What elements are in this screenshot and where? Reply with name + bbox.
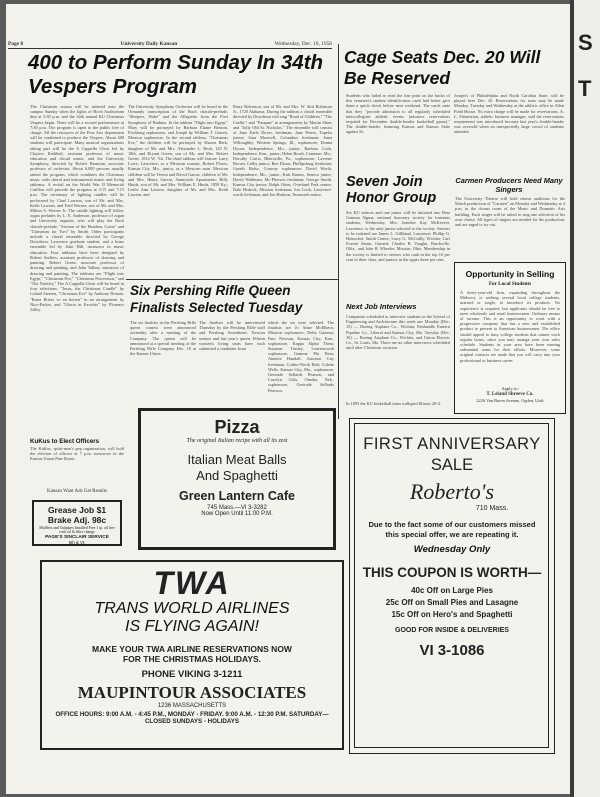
opportunity-title: Opportunity in Selling [465,269,555,279]
robertos-offer-1: 40c Off on Large Pies [411,586,493,595]
robertos-offer-3: 15c Off on Hero's and Spaghetti [391,610,513,619]
opportunity-company: T. Leland Shreeve Co. [486,392,534,397]
interviews-headline: Next Job Interviews [346,302,417,311]
opportunity-apply: Apply to: [501,386,519,391]
carmen-body: The University Theatre will hold chorus auditions for the March production of "Carmen" on Monday and Wednesday at 4 p.m. in the chorus room of the Music and Dramatic Arts building. Each singer will be asked to sing one selection of his own choice. All types of singers are needed for the production, and are urged to try out. [455,196,565,228]
column-rule [338,44,339,419]
grease-station-name: PAGE'S SINCLAIR SERVICE [45,534,109,540]
opportunity-body: A thirty-year-old firm, expanding throughout the Midwest, is seeking several local college students, married or single, to introduce its products. No experience is required, but applicants should be free to meet wholesale and retail businessmen. Ordinary means of income. This is an opportunity to work with a progressive company that has a new and established product to present to American businessmen. The office should appeal to busy college students that cannot work regular hours, since you may arrange your own sales schedule. Students in your area have been earning substantial sums for their efforts. Moreover, some original contacts are made that you will carry into your professional or business career. [460,290,560,363]
grease-line-1: Grease Job $1 [47,505,107,515]
pizza-line-1: Italian Meat Balls [187,452,287,467]
folio-rule [8,48,332,49]
rifle-col-1: The six finalists in the Pershing Rifle queen contest were announced yesterday after a meeting of the Company. The queen will be announced at a special meeting of the Pershing Rifle Company Dec. 18 at the Kansas Union. [130,320,196,357]
section-rule [126,279,338,280]
vespers-headline: 400 to Perform Sunday In 34th Vespers Program [28,51,324,98]
interviews-note: In 1893 the KU basketball team walloped Illinois 28-4. [346,401,441,406]
twa-line-2: IS FLYING AGAIN! [125,618,259,635]
twa-hours: OFFICE HOURS: 9:00 A.M. - 4:45 P.M., MONDAY - FRIDAY. 9:00 A.M. - 12:30 P.M. SATURDAY—CLOSED SUNDAYS - HOLIDAYS [55,711,329,725]
grease-address: 6th & Vt. [68,539,86,545]
folio-page: Page 8 [8,41,24,47]
robertos-ad [349,418,555,754]
kukus-body: The KuKus, spirit-men's pep organization, will hold the election of officers at 7 p.m. tomorrow in the Kansas Union Pine Room. [30,446,124,462]
twa-line-3: MAKE YOUR TWA AIRLINE RESERVATIONS NOW [92,644,292,654]
kukus-tagline: Kansan Want Ads Get Results [46,489,108,494]
rifle-col-3: which the six were selected. The finalists are Jo Anne McElhern, Mission sophomore, Delta Gamma; Pam Newson, Kansas City, Kan., sophomore, Kappa Alpha Theta; Suzanne Tinsley, Leavenworth sophomore, Gamma Phi Beta; Annette Hundall, Junction City freshman, Corbin-North Hall; Colette Wells, Kansas City, Mo., sophomore, Gertrude Sellards Pearson, and Carolyn Gish, Omaha, Neb., sophomore, Gertrude Sellards Pearson. [268,320,334,393]
robertos-paragraph: Due to the fact some of our customers missed this special offer, we are repeating it. [368,520,536,539]
grease-ad [32,500,122,546]
interviews-body: Companies scheduled to interview students in the School of Engineering and Architecture this week are: Monday (Dec. 15) — Boeing Airplane Co., Wichita; Panhandle Eastern Pipeline Co., Liberal and Kansas City, Mo. Tuesday (Dec. 16) — Boeing Airplane Co., Wichita, and Union Electric Co., St. Louis, Mo. There are no other interviews scheduled until after Christmas vacation. [346,314,450,351]
edge-letter: S [578,30,593,55]
edge-letter: T [578,76,592,101]
twa-line-1: TRANS WORLD AIRLINES [94,600,290,617]
cage-headline: Cage Seats Dec. 20 Will Be Reserved [344,47,541,88]
robertos-day: Wednesday Only [413,544,491,555]
robertos-logo: Roberto's [409,479,495,504]
opportunity-address: 2226 Van Buren Avenue, Ogden, Utah [476,398,544,403]
pizza-cafe-name: Green Lantern Cafe [178,489,295,503]
kukus-headline: KuKus to Elect Officers [30,438,100,445]
twa-ad [40,560,344,750]
robertos-coupon: THIS COUPON IS WORTH— [362,565,542,580]
robertos-good-for: GOOD FOR INSIDE & DELIVERIES [395,627,509,634]
vespers-col-2: The University Symphony Orchestra will be heard in the Ormandy transcription of the Bach chorale-prelude, "Sleepers, Wake" and the Allegretto from the First Symphony of Brahms. In the tableau "Flight into Egypt," Mary will be portrayed by Barbara Elaine Benson, Fitchburg sophomore, and Joseph by William T. Garrett, Mission sophomore. In the second tableau, "Christmas Eve," the children will be portrayed by Sharon Berk, daughter of Mr. and Mrs. Alexander L. Beck, 125 N. 18th, and Bryant Green, son of Mr. and Mrs. Robert Green, 1814 W. 7th. The third tableau will feature Larry Lowe, Lawrence, as a Mexican woman, Robert Flores, Kansas City, Mo., junior, as a Mexican man. Mexican children will be Teresa and David Garcia, children of Mr. and Mrs. Henry Garcia, Sunnyside Apartments; Billy Hinds, son of Mr. and Mrs. William E. Hinds, 1858 Ky.; Leslie Ann Lawton, daughter of Mr. and Mrs. Keith Lawton, and [128,104,228,198]
cage-col-2: Joseph's of Philadelphia and North Carolina State, will be played here Dec. 20. Reservations for seats may be made Monday, Tuesday and Wednesday at the athletic office in Allen Field House. No extra charge will be made for reservations. A. L. Fahnestion, athletic business manager, said the reservations requirement was introduced because last year's double-header was oversold when an unexpectedly large crowd of students attended. [454,93,564,135]
newspaper-page [6,4,570,794]
robertos-line-2: SALE [430,456,474,474]
pizza-subtitle: The original Italian recipe with all its zest [186,438,288,444]
honor-headline: Seven Join Honor Group [346,174,437,206]
pizza-phone: 745 Mass.—VI 3-3282 [207,505,267,511]
robertos-inner-frame [354,423,549,748]
folio-line [8,41,332,47]
opportunity-subtitle: For Local Students [488,281,532,287]
grease-body: Mufflers and Tailpipes Installed Free 1 qt. oil free with oil & filter change [39,526,115,535]
adjacent-page-edge [574,0,600,797]
grease-line-2: Brake Adj. 98c [47,515,107,525]
twa-logo: TWA [153,565,231,601]
robertos-line-1: FIRST ANNIVERSARY [363,435,541,453]
rifle-col-2: The finalists will be interviewed Thursday by the Pershing Rifle staff and Pershing Sweetheart. Newton seniors and last year's queen. Fifteen women's living units have each submitted a candidate from [199,320,265,352]
folio-date: Wednesday, Dec. 10, 1958 [274,41,332,47]
pizza-title: Pizza [214,417,260,437]
robertos-address: 710 Mass. [475,505,509,512]
opportunity-ad [454,262,566,414]
twa-agency: MAUPINTOUR ASSOCIATES [77,683,307,702]
robertos-offer-2: 25c Off on Small Pies and Lasagne [385,598,519,607]
pizza-line-2: And Spaghetti [196,468,278,483]
cage-col-1: Students who failed to read the fine print on the backs of this semester's student identification cards had better give them a quick check before next weekend. The cards state that they "provide admission to all regularly scheduled intercollegiate athletic events (advance reservations required for December double-header basketball game)." The double-header, featuring Kansas and Kansas State against St. [346,93,450,135]
folio-paper: University Daily Kansan [120,41,178,47]
pizza-ad [138,408,336,550]
robertos-phone: VI 3-1086 [419,642,485,659]
rifle-headline: Six Pershing Rifle Queen Finalists Selected Tuesday [130,283,303,315]
twa-phone: PHONE VIKING 3-1211 [141,669,243,680]
pizza-hours: Now Open Until 11:00 P.M. [201,511,273,517]
vespers-col-3: Barry Robinson, son of Mr. and Mrs. W. Stitt Robinson Jr., 1720 Alabama. During the tableau a choral ensemble directed by Dowdison will sing "Road of Children," "The Cradle," and "Patapan" in arrangements by Martin Shaw and "Jolly Old St. Nicholas." The ensemble will consist of June Earle Dover, freshman; Jane Peters, Topeka junior; Sara Maxwell, Columbus freshman; Janet Willoughby, Western Springs, Ill., sophomore; Donna Dyson, Independence, Mo., junior; Barbara Cook, Independence, Kan., junior; Helen Brush, Cameron, Mo.; Dorothy Curtis, Blairsville, Pa., sophomore; Laverne Brown, Colby junior; Roe Dixon, Phillipsburg freshman; Gareth Hulse, Conway sophomore; David Worth, Independence, Mo., junior; Kirk Barnes, Seneca junior; David Waldman, Mc-Pherson freshman; George Smith, Kansas City junior; Ralph Otten, Overland Park senior; Dale Hedrick, Mission freshman; Jon Cook, Lawrence-worth freshman, and Jon Hudson, Tecumseh senior. [233,104,332,198]
carmen-headline: Carmen Producers Need Many Singers [455,176,563,194]
twa-address: 1236 MASSACHUSETTS [157,703,227,709]
twa-line-4: FOR THE CHRISTMAS HOLIDAYS. [122,654,262,664]
vespers-col-1: The Christmas season will be ushered onto the campus Sunday when the lights of Hoch Auditorium dim at 3:30 p.m. and the 34th annual KU Christmas Vespers begin. There will be a second performance at 7:30 p.m. The program is open to the public free of charge. All the resources of the Fine Arts department will be combined to produce the Vespers. About 400 students will participate. Many musical organizations taking part will be the A Cappella Choir led by Clayton Krehbiel, assistant professor of music education and choral music, and the University Symphony, directed by Robert Baustian, associate professor of orchestra. About 6,000 persons usually attend the program, which combines the Christmas music with choral and instrumental music and living tableaux. A recital on the World War II Memorial Carillon will precede the program at 3:15 and 7:15 p.m. The ceremony of lighting candles will be performed by Chad Lawson, son of Mr. and Mrs. Keith Lawson, and Fred Werner, son of Mr. and Mrs. Milton S. Werner Jr. The candle lighting will follow organ preludes by L. E. Anderson, professor of organ and University organist, who will play the Bach chorale-prelude, "Saviour of the Heathen, Come" and "Christmas for Two" by Smith. Other participants include a choral ensemble directed by George Dowdison, Lawrence graduate student, and a brass ensemble led by John Hill, instructor in music education. Four tableaux have been designed by Robert Sudlow, assistant professor of drawing and painting. Robert Green, associate professor of drawing and painting, and John Talleur, instructor of drawing and painting. The tableaux are "Flight into Egypt," "Christmas Eve," "Christmas Procession," and "The Nativity." The A Cappella Choir will be heard in four selections: "Jesus, the Christmas Candle" by Leland Sateren, "Christmas Eve" by Anthony Donato, "Rasta Briers vo en herren" in an arrangement by Nico-Parker, and "Gloria in Excelsis" by Florence Jolley. [30,104,124,312]
honor-body: Six KU seniors and one junior will be initiated into Beta Gamma Sigma, national honorary society for business students, Wednesday. Mrs. Jeanette Kay McKeever, Lawrence, is the only junior selected to the society. Seniors to be initiated are James L. Gilliland, Lawrence; Phillip G. Heinschel, Smith Center; Larry G. McCullly, Wichita; Carl Everett Strain, Garnett; Charles B. Vaughn, Burdsville, Okla., and John H. Wheeler, Mission, Ohio. Membership in the society is limited to seniors who rank in the top 10 per cent of their class, and juniors in the upper three per cent. [346,210,450,262]
